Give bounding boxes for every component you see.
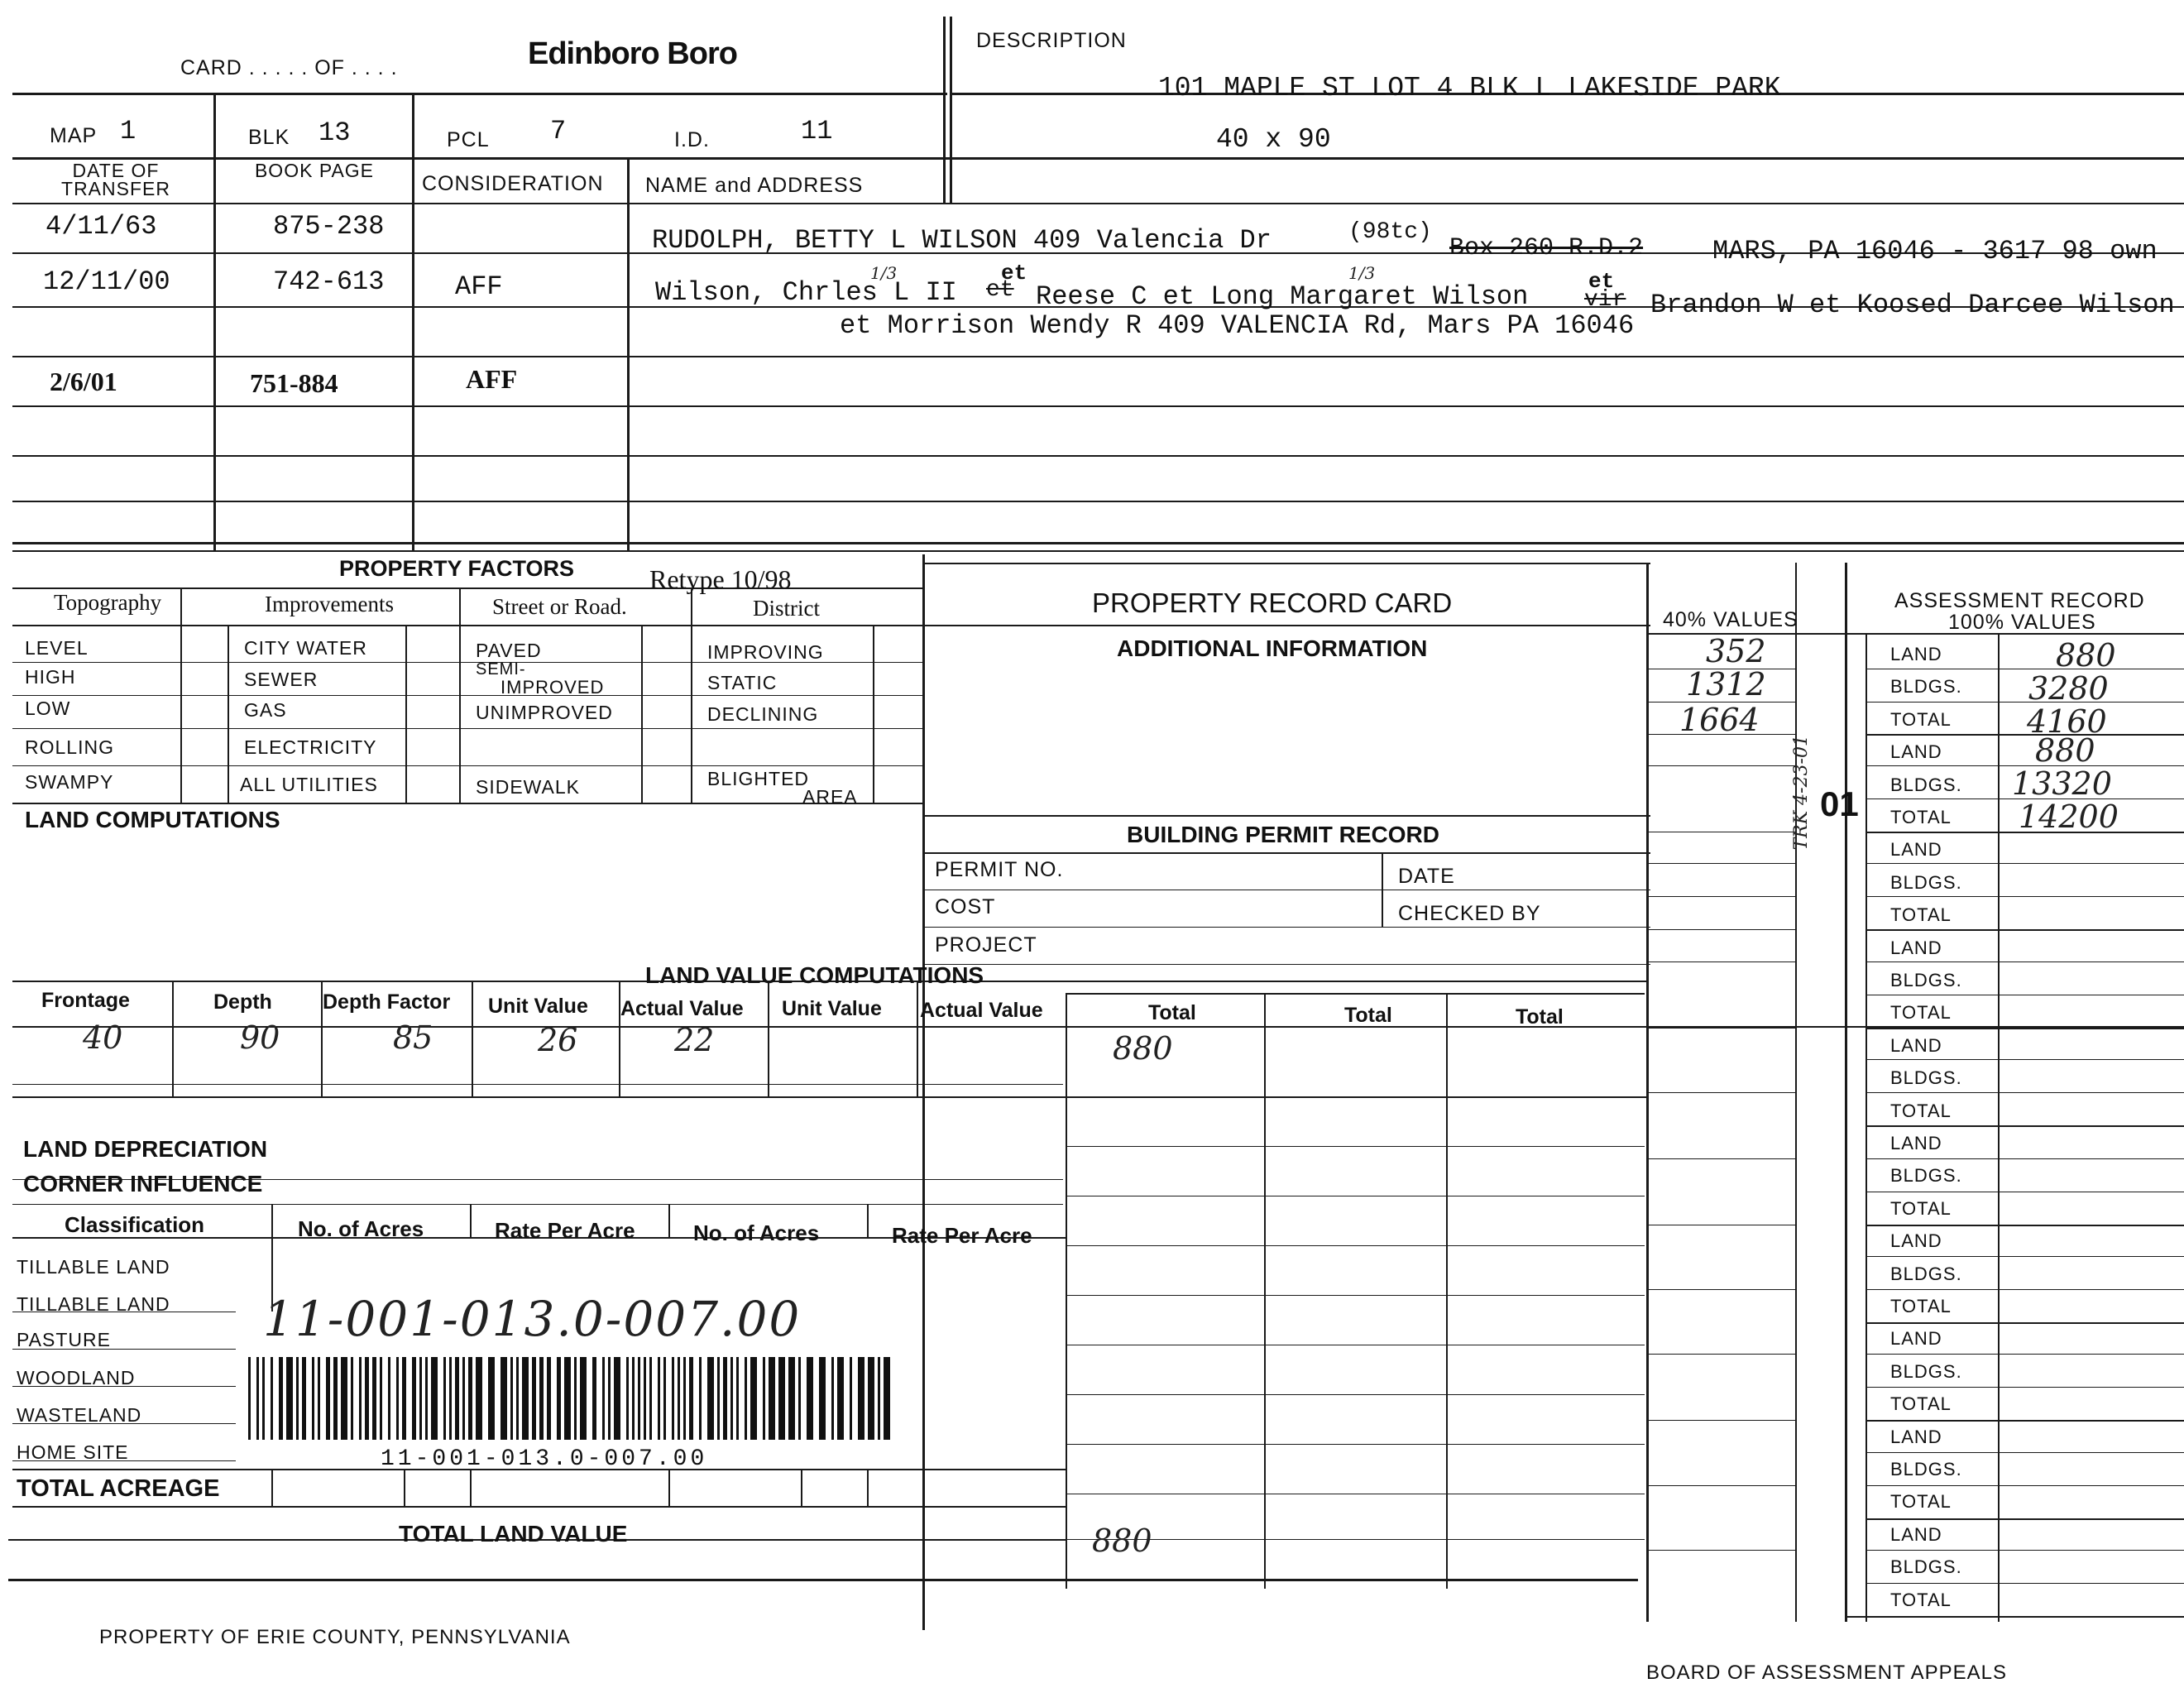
barcode-bar: [699, 1357, 702, 1440]
frontage-value: 40: [83, 1019, 123, 1056]
col-classification: Classification: [65, 1212, 205, 1237]
assessment-row-label: TOTAL: [1890, 1296, 1952, 1316]
district-blighted: BLIGHTED: [707, 768, 810, 789]
assessment-row-label: TOTAL: [1890, 807, 1952, 827]
pcl-label: PCL: [447, 128, 490, 151]
permit-no-label: PERMIT NO.: [935, 858, 1064, 881]
barcode-bar: [372, 1357, 376, 1440]
unit-value-value: 26: [538, 1022, 578, 1058]
assessment-1-bldgs: 3280: [2028, 670, 2109, 707]
col-district: District: [753, 596, 820, 621]
barcode-bar: [500, 1357, 507, 1440]
barcode-bar: [663, 1357, 666, 1440]
assessment-row-label: LAND: [1890, 937, 1942, 958]
barcode-bar: [602, 1357, 605, 1440]
assessment-2-bldgs: 13320: [2012, 765, 2112, 802]
district-static: STATIC: [707, 672, 778, 693]
barcode-bar: [638, 1357, 640, 1440]
col-unit-value-1: Unit Value: [488, 995, 588, 1018]
transfer-2-frac1: 1/3: [870, 263, 898, 283]
stamp-number: 01: [1820, 784, 1859, 823]
barcode-bar: [425, 1357, 428, 1440]
transfer-4-book: 751-884: [250, 368, 338, 398]
map-value: 1: [120, 116, 136, 146]
total-acreage-label: TOTAL ACREAGE: [17, 1475, 220, 1502]
col-rate-per-acre-2: Rate Per Acre: [892, 1223, 1032, 1248]
barcode-bar: [678, 1357, 680, 1440]
barcode-bar: [380, 1357, 382, 1440]
barcode-bar: [510, 1357, 513, 1440]
description-label: DESCRIPTION: [976, 29, 1127, 52]
assessment-row-label: TOTAL: [1890, 904, 1952, 926]
parcel-number-handwritten: 11-001-013.0-007.00: [263, 1291, 802, 1347]
barcode-bar: [850, 1357, 852, 1440]
barcode-bar: [592, 1357, 596, 1440]
barcode-bar: [333, 1357, 338, 1440]
barcode-bar: [683, 1357, 686, 1440]
topo-high: HIGH: [25, 666, 76, 688]
acreage-home-site: HOME SITE: [17, 1441, 129, 1463]
barcode-bar: [443, 1357, 446, 1440]
values40-label: 40% VALUES: [1663, 608, 1798, 631]
col-name-address: NAME and ADDRESS: [645, 174, 864, 197]
barcode-bar: [858, 1357, 864, 1440]
street-improved: IMPROVED: [500, 677, 605, 698]
record-card-title: PROPERTY RECORD CARD: [1092, 587, 1453, 618]
values40-bldgs: 1312: [1686, 666, 1766, 703]
assessment-row-label: LAND: [1890, 1034, 1942, 1056]
street-paved: PAVED: [476, 640, 542, 661]
barcode-bar: [745, 1357, 747, 1440]
blk-value: 13: [318, 117, 351, 148]
assessment-stamp: [1791, 735, 1859, 851]
assessment-row-label: TOTAL: [1890, 1393, 1952, 1415]
assessment-row-label: TOTAL: [1890, 1491, 1952, 1513]
land-value-title: LAND VALUE COMPUTATIONS: [645, 962, 984, 988]
barcode-bar: [614, 1357, 620, 1440]
acreage-tillable-2: TILLABLE LAND: [17, 1293, 170, 1315]
barcode-bar: [402, 1357, 406, 1440]
col-total-3: Total: [1516, 1005, 1564, 1029]
stamp-note: TRK 4-23-01: [1791, 735, 1812, 851]
col-total-1: Total: [1148, 1001, 1196, 1024]
assessment-row-label: BLDGS.: [1890, 1263, 1962, 1284]
topo-level: LEVEL: [25, 637, 89, 659]
col-total-2: Total: [1344, 1004, 1392, 1027]
assessment-row-label: TOTAL: [1890, 1197, 1952, 1219]
impr-all-utilities: ALL UTILITIES: [240, 774, 378, 795]
permit-cost-label: COST: [935, 895, 996, 918]
transfer-2-struck1: et: [986, 277, 1014, 303]
assessment-row-label: BLDGS.: [1890, 1360, 1962, 1382]
topo-low: LOW: [25, 698, 71, 719]
pcl-value: 7: [550, 116, 567, 146]
barcode-bar: [318, 1357, 320, 1440]
barcode-bar: [476, 1357, 482, 1440]
barcode-bar: [468, 1357, 472, 1440]
assessment-row-label: LAND: [1890, 1328, 1942, 1350]
permit-project-label: PROJECT: [935, 933, 1037, 957]
barcode-bar: [769, 1357, 775, 1440]
assessment-row-label: TOTAL: [1890, 1002, 1952, 1024]
assessment-row-label: LAND: [1890, 1523, 1942, 1545]
land-computations-label: LAND COMPUTATIONS: [25, 807, 280, 832]
barcode-bar: [248, 1357, 251, 1440]
street-unimproved: UNIMPROVED: [476, 702, 613, 723]
col-actual-value-1: Actual Value: [620, 997, 744, 1020]
description-line1: 101 MAPLE ST LOT 4 BLK L LAKESIDE PARK: [1158, 73, 1781, 103]
barcode-bar: [626, 1357, 629, 1440]
barcode-bar: [763, 1357, 765, 1440]
acreage-pasture: PASTURE: [17, 1329, 111, 1350]
barcode-bar: [388, 1357, 390, 1440]
barcode-bar: [672, 1357, 674, 1440]
transfer-2-insert2: et: [1588, 269, 1615, 294]
retype-note: Retype 10/98: [649, 564, 792, 594]
transfer-2-insert1: et: [1001, 261, 1027, 285]
topo-rolling: ROLLING: [25, 736, 114, 758]
acreage-tillable-1: TILLABLE LAND: [17, 1256, 170, 1278]
acreage-wasteland: WASTELAND: [17, 1404, 142, 1426]
col-depth-factor: Depth Factor: [323, 990, 451, 1014]
barcode: [248, 1357, 902, 1444]
barcode-bar: [884, 1357, 890, 1440]
barcode-bar: [723, 1357, 727, 1440]
assessment-row-label: TOTAL: [1890, 1100, 1952, 1121]
col-street-road: Street or Road.: [492, 594, 627, 619]
land-depreciation-label: LAND DEPRECIATION: [23, 1136, 268, 1162]
impr-sewer: SEWER: [244, 669, 318, 690]
barcode-bar: [750, 1357, 757, 1440]
transfer-1-tail: MARS, PA 16046 - 3617 98 own: [1712, 236, 2158, 266]
transfer-3-name: et Morrison Wendy R 409 VALENCIA Rd, Mars PA 16046: [840, 310, 1635, 341]
total-land-value-amount: 880: [1092, 1523, 1152, 1559]
footer-right: BOARD OF ASSESSMENT APPEALS: [1646, 1662, 2008, 1684]
transfer-2-date: 12/11/00: [43, 266, 170, 297]
description-line2: 40 x 90: [1216, 124, 1331, 155]
district-area: AREA: [802, 786, 858, 808]
assessment-row-label: LAND: [1890, 1230, 1942, 1252]
barcode-bar: [730, 1357, 733, 1440]
barcode-bar: [516, 1357, 519, 1440]
transfer-2-frac2: 1/3: [1348, 263, 1376, 283]
barcode-bar: [522, 1357, 529, 1440]
assessment-row-label: BLDGS.: [1890, 774, 1962, 795]
assessment-row-label: BLDGS.: [1890, 1459, 1962, 1479]
barcode-bar: [262, 1357, 265, 1440]
transfer-2-consideration: AFF: [455, 271, 503, 302]
barcode-bar: [819, 1357, 826, 1440]
barcode-bar: [449, 1357, 452, 1440]
id-value: 11: [801, 116, 833, 146]
barcode-bar: [302, 1357, 306, 1440]
assessment-row-label: LAND: [1890, 741, 1942, 763]
col-unit-value-2: Unit Value: [782, 997, 882, 1020]
transfer-2-tail: Brandon W et Koosed Darcee Wilson: [1650, 290, 2175, 320]
barcode-bar: [488, 1357, 495, 1440]
impr-city-water: CITY WATER: [244, 637, 367, 659]
col-improvements: Improvements: [265, 592, 394, 616]
transfer-2-mid: Reese C et Long Margaret Wilson: [1036, 281, 1529, 312]
assessment-row-label: BLDGS.: [1890, 871, 1962, 893]
permit-checked-by-label: CHECKED BY: [1398, 902, 1541, 925]
corner-influence-label: CORNER INFLUENCE: [23, 1171, 263, 1196]
barcode-bar: [649, 1357, 652, 1440]
col-date-of-transfer: DATE OF TRANSFER: [61, 160, 170, 199]
street-semi: SEMI-: [476, 660, 526, 679]
barcode-bar: [557, 1357, 561, 1440]
acreage-woodland: WOODLAND: [17, 1367, 136, 1388]
blk-label: BLK: [248, 126, 290, 149]
assessment-2-total: 14200: [2019, 798, 2119, 835]
assessment-row-label: LAND: [1890, 1133, 1942, 1153]
card-label: CARD . . . . . OF . . . .: [180, 56, 398, 79]
barcode-bar: [279, 1357, 283, 1440]
assessment-row-label: TOTAL: [1890, 708, 1952, 730]
barcode-bar: [547, 1357, 551, 1440]
col-frontage: Frontage: [41, 989, 130, 1012]
barcode-bar: [326, 1357, 330, 1440]
assessment-2-land: 880: [2035, 732, 2095, 769]
land-total-value: 880: [1113, 1030, 1173, 1067]
depth-factor-value: 85: [393, 1019, 433, 1056]
barcode-bar: [632, 1357, 635, 1440]
barcode-bar: [351, 1357, 353, 1440]
col-actual-value-2: Actual Value: [920, 999, 1043, 1022]
col-book-page: BOOK PAGE: [254, 160, 375, 181]
col-consideration: CONSIDERATION: [422, 172, 604, 195]
depth-value: 90: [240, 1019, 280, 1056]
transfer-1-note: (98tc): [1348, 219, 1432, 245]
barcode-bar: [736, 1357, 739, 1440]
transfer-4-consideration: AFF: [466, 364, 518, 394]
barcode-bar: [296, 1357, 299, 1440]
district-declining: DECLINING: [707, 703, 819, 725]
transfer-1-book: 875-238: [273, 211, 385, 242]
barcode-bar: [286, 1357, 293, 1440]
transfer-2-struck2: vir: [1584, 287, 1626, 313]
barcode-bar: [341, 1357, 347, 1440]
impr-electricity: ELECTRICITY: [244, 736, 377, 758]
barcode-bar: [412, 1357, 416, 1440]
assessment-subtitle: 100% VALUES: [1948, 611, 2096, 634]
barcode-bar: [707, 1357, 714, 1440]
values40-land: 352: [1706, 633, 1766, 669]
barcode-bar: [868, 1357, 874, 1440]
transfer-4-date: 2/6/01: [50, 367, 117, 396]
barcode-bar: [359, 1357, 362, 1440]
impr-gas: GAS: [244, 699, 287, 721]
assessment-row-label: LAND: [1890, 644, 1942, 664]
col-no-of-acres-1: No. of Acres: [298, 1216, 424, 1241]
barcode-bar: [788, 1357, 795, 1440]
barcode-bar: [574, 1357, 577, 1440]
total-land-value-label: TOTAL LAND VALUE: [399, 1521, 628, 1547]
assessment-1-land: 880: [2056, 637, 2116, 674]
col-no-of-acres-2: No. of Acres: [693, 1220, 820, 1245]
barcode-bar: [778, 1357, 785, 1440]
barcode-bar: [455, 1357, 459, 1440]
barcode-bar: [312, 1357, 314, 1440]
barcode-bar: [717, 1357, 720, 1440]
barcode-bar: [396, 1357, 399, 1440]
building-permit-title: BUILDING PERMIT RECORD: [1127, 822, 1439, 847]
barcode-bar: [271, 1357, 273, 1440]
assessment-row-label: BLDGS.: [1890, 676, 1962, 698]
map-label: MAP: [50, 124, 98, 147]
assessment-row-label: BLDGS.: [1890, 1067, 1962, 1089]
transfer-1-name: RUDOLPH, BETTY L WILSON 409 Valencia Dr: [652, 225, 1272, 256]
barcode-bar: [837, 1357, 844, 1440]
assessment-title: ASSESSMENT RECORD: [1894, 589, 2145, 612]
barcode-bar: [878, 1357, 880, 1440]
barcode-bar: [462, 1357, 465, 1440]
barcode-bar: [365, 1357, 369, 1440]
topo-swampy: SWAMPY: [25, 771, 114, 793]
assessment-row-label: BLDGS.: [1890, 1165, 1962, 1187]
actual-value-value: 22: [674, 1022, 715, 1058]
id-label: I.D.: [674, 128, 710, 151]
barcode-bar: [419, 1357, 422, 1440]
barcode-bar: [658, 1357, 660, 1440]
barcode-bar: [431, 1357, 438, 1440]
barcode-bar: [831, 1357, 834, 1440]
footer-left: PROPERTY OF ERIE COUNTY, PENNSYLVANIA: [99, 1626, 571, 1648]
transfer-1-struck: Box 260 R.D.2: [1449, 234, 1644, 262]
col-rate-per-acre-1: Rate Per Acre: [495, 1218, 635, 1243]
assessment-1-total: 4160: [2027, 703, 2107, 740]
permit-date-label: DATE: [1398, 865, 1455, 888]
district-improving: IMPROVING: [707, 641, 824, 663]
barcode-bar: [580, 1357, 587, 1440]
assessment-row-label: LAND: [1890, 839, 1942, 861]
assessment-row-label: LAND: [1890, 1426, 1942, 1447]
barcode-bar: [608, 1357, 611, 1440]
barcode-bar: [644, 1357, 646, 1440]
col-topography: Topography: [54, 590, 162, 615]
additional-information-label: ADDITIONAL INFORMATION: [1117, 635, 1428, 661]
barcode-bar: [256, 1357, 259, 1440]
values40-total: 1664: [1679, 702, 1760, 738]
assessment-row-label: TOTAL: [1890, 1589, 1952, 1610]
barcode-bar: [564, 1357, 571, 1440]
barcode-bar: [807, 1357, 813, 1440]
assessment-row-label: BLDGS.: [1890, 970, 1962, 990]
transfer-2-name: Wilson, Chrles L II: [655, 277, 957, 308]
col-depth: Depth: [213, 990, 272, 1014]
assessment-row-label: BLDGS.: [1890, 1556, 1962, 1578]
transfer-1-date: 4/11/63: [46, 211, 157, 242]
barcode-text: 11-001-013.0-007.00: [381, 1446, 708, 1472]
barcode-bar: [798, 1357, 801, 1440]
barcode-bar: [689, 1357, 693, 1440]
barcode-bar: [539, 1357, 544, 1440]
street-sidewalk: SIDEWALK: [476, 776, 581, 798]
municipality-name: Edinboro Boro: [528, 36, 737, 71]
property-factors-title: PROPERTY FACTORS: [339, 556, 575, 581]
barcode-bar: [532, 1357, 536, 1440]
transfer-2-book: 742-613: [273, 266, 385, 297]
